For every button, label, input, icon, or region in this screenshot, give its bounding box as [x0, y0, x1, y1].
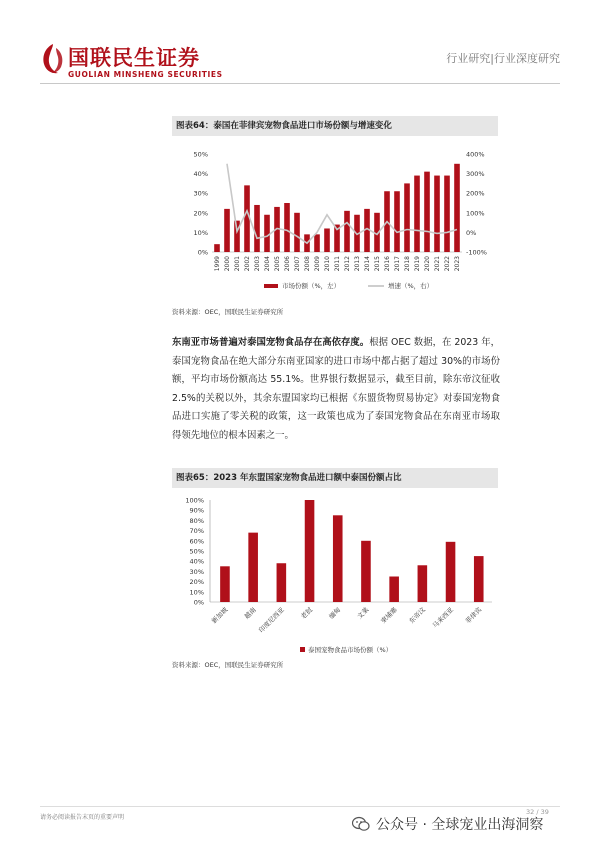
paragraph-body: 根据 OEC 数据，在 2023 年，泰国宠物食品在绝大部分东南亚国家的进口市场中都占据了超过 30%的市场份额，平均市场份额高达 55.1%。世界银行数据显示，截至目前，除东帝汶征收 2.5%的关税以外，其余东盟国家均已根据《东盟货物贸易协定》对泰国宠物食品进口实施了零关税的政策，这一政策也成为了泰国宠物食品在东南亚市场取得领先地位的根本因素之一。: [172, 337, 500, 441]
country-share-bar: [220, 566, 230, 602]
right-axis-tick: 0%: [466, 228, 477, 237]
left-axis-tick: 50%: [193, 150, 208, 159]
share-bar: [264, 215, 270, 252]
left-axis-tick: 0%: [197, 248, 208, 257]
share-bar: [424, 172, 430, 252]
year-tick-label: 2015: [374, 256, 381, 272]
year-tick-label: 2023: [454, 256, 461, 272]
right-axis-tick: 100%: [466, 209, 485, 218]
figure65-chart: [172, 490, 500, 660]
share-bar: [234, 221, 240, 252]
y-axis-tick: 0%: [193, 598, 204, 607]
year-tick-label: 2022: [444, 256, 451, 272]
country-tick-label: 越南: [242, 605, 258, 621]
y-axis-tick: 70%: [189, 527, 204, 536]
year-tick-label: 2005: [274, 256, 281, 272]
year-tick-label: 2000: [224, 256, 231, 272]
year-tick-label: 2004: [264, 256, 271, 272]
year-tick-label: 2010: [324, 256, 331, 272]
growth-line: [227, 164, 457, 243]
year-tick-label: 2006: [284, 256, 291, 272]
y-axis-tick: 90%: [189, 506, 204, 515]
country-share-bar: [277, 563, 287, 602]
legend-bar-swatch: [264, 284, 278, 288]
share-bar: [444, 176, 450, 252]
year-tick-label: 2016: [384, 256, 391, 272]
year-tick-label: 2014: [364, 256, 371, 272]
country-share-bar: [474, 556, 484, 602]
right-axis-tick: -100%: [466, 248, 487, 257]
year-tick-label: 2007: [294, 256, 301, 272]
share-bar: [244, 185, 250, 252]
figure64-chart: [172, 140, 500, 300]
country-share-bar: [248, 533, 258, 602]
country-share-bar: [446, 542, 456, 602]
country-tick-label: 印度尼西亚: [257, 605, 286, 635]
paragraph-lead: 东南亚市场普遍对泰国宠物食品存在高依存度。: [172, 337, 370, 348]
share-bar: [404, 183, 410, 252]
right-axis-tick: 300%: [466, 170, 485, 179]
country-tick-label: 柬埔寨: [379, 605, 399, 626]
legend-label: 泰国宠物食品市场份额（%）: [308, 646, 393, 654]
share-bar: [224, 209, 230, 252]
country-tick-label: 缅甸: [327, 605, 343, 621]
y-axis-tick: 40%: [189, 557, 204, 566]
logo-icon: [40, 42, 66, 76]
share-bar: [414, 176, 420, 252]
figure64-source: 资料来源：OEC，国联民生证券研究所: [172, 308, 284, 316]
year-tick-label: 2013: [354, 256, 361, 272]
legend-swatch: [300, 647, 305, 652]
year-tick-label: 2019: [414, 256, 421, 272]
figure65-title: 图表65：2023 年东盟国家宠物食品进口额中泰国份额占比: [172, 468, 498, 488]
year-tick-label: 2020: [424, 256, 431, 272]
left-axis-tick: 10%: [193, 228, 208, 237]
share-bar: [254, 205, 260, 252]
y-axis-tick: 20%: [189, 578, 204, 587]
country-share-bar: [389, 577, 399, 603]
year-tick-label: 2009: [314, 256, 321, 272]
year-tick-label: 2008: [304, 256, 311, 272]
country-share-bar: [333, 515, 343, 602]
right-axis-tick: 400%: [466, 150, 485, 159]
country-tick-label: 马来西亚: [431, 605, 456, 630]
country-tick-label: 新加坡: [210, 605, 230, 626]
page-number: 32 / 39: [526, 808, 549, 816]
wechat-icon: [352, 816, 370, 832]
legend-line-label: 增速（%，右）: [388, 282, 434, 290]
year-tick-label: 2002: [244, 256, 251, 272]
country-tick-label: 菲律宾: [463, 605, 484, 626]
left-axis-tick: 30%: [193, 189, 208, 198]
legend-bar-label: 市场份额（%，左）: [282, 282, 341, 290]
share-bar: [294, 213, 300, 252]
figure65-source: 资料来源：OEC，国联民生证券研究所: [172, 661, 284, 669]
header-divider: [40, 83, 560, 84]
y-axis-tick: 10%: [189, 588, 204, 597]
share-bar: [454, 164, 460, 252]
footer-divider: [40, 806, 560, 807]
y-axis-tick: 30%: [189, 567, 204, 576]
country-tick-label: 东帝汶: [407, 605, 427, 626]
left-axis-tick: 40%: [193, 170, 208, 179]
right-axis-tick: 200%: [466, 189, 485, 198]
y-axis-tick: 50%: [189, 547, 204, 556]
logo-subtext: GUOLIAN MINSHENG SECURITIES: [68, 70, 223, 79]
watermark: [352, 814, 543, 834]
y-axis-tick: 60%: [189, 537, 204, 546]
year-tick-label: 2018: [404, 256, 411, 272]
figure64-title: 图表64：泰国在菲律宾宠物食品进口市场份额与增速变化: [172, 116, 498, 136]
country-share-bar: [305, 500, 315, 602]
year-tick-label: 2011: [334, 256, 341, 272]
watermark-text: 公众号 · 全球宠业出海洞察: [376, 817, 544, 833]
share-bar: [434, 176, 440, 252]
logo: [40, 42, 66, 76]
share-bar: [324, 228, 330, 252]
year-tick-label: 2012: [344, 256, 351, 272]
logo-text: 国联民生证券: [68, 46, 200, 70]
body-paragraph: [172, 334, 500, 445]
country-share-bar: [361, 541, 371, 602]
year-tick-label: 2017: [394, 256, 401, 272]
header-category: 行业研究|行业深度研究: [446, 52, 560, 65]
country-tick-label: 老挝: [299, 605, 315, 621]
share-bar: [284, 203, 290, 252]
left-axis-tick: 20%: [193, 209, 208, 218]
year-tick-label: 2021: [434, 256, 441, 272]
y-axis-tick: 80%: [189, 516, 204, 525]
country-tick-label: 文莱: [355, 605, 371, 621]
share-bar: [314, 234, 320, 252]
year-tick-label: 1999: [214, 256, 221, 272]
share-bar: [394, 191, 400, 252]
country-share-bar: [418, 565, 428, 602]
year-tick-label: 2003: [254, 256, 261, 272]
y-axis-tick: 100%: [185, 496, 204, 505]
footer-disclaimer: 请务必阅读报告末页的重要声明: [40, 814, 125, 821]
year-tick-label: 2001: [234, 256, 241, 272]
share-bar: [344, 211, 350, 252]
share-bar: [214, 244, 220, 252]
